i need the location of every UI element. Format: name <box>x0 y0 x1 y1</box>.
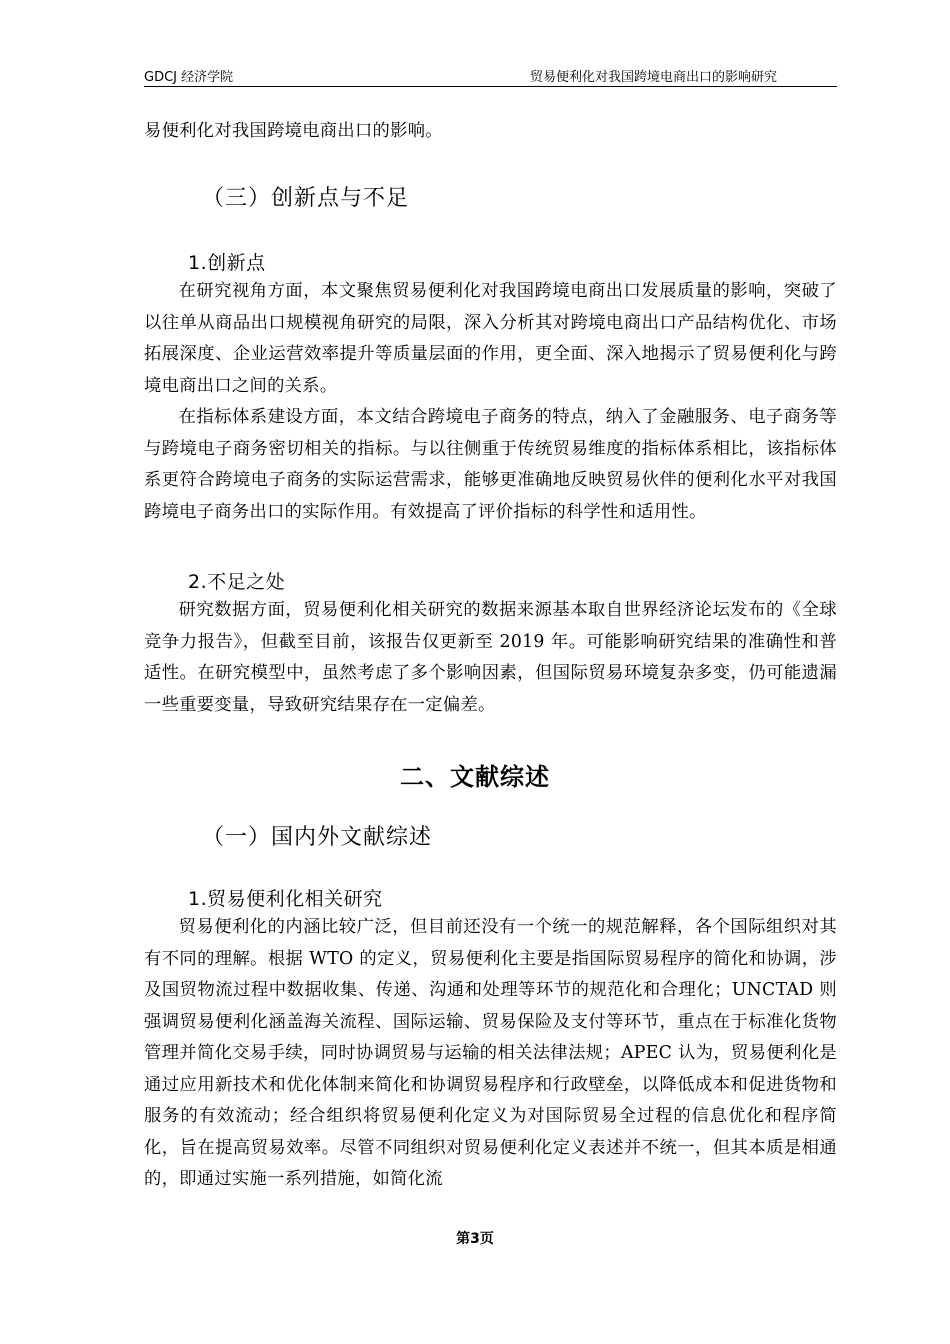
paragraph: 研究数据方面，贸易便利化相关研究的数据来源基本取自世界经济论坛发布的《全球竞争力报告》，但截至目前，该报告仅更新至 2019 年。可能影响研究结果的准确性和普适性。在研究模型中，虽然考虑了多个影响因素，但国际贸易环境复杂多变，仍可能遗漏一些重要变量，导致研究结果存在一定偏差。 <box>144 600 837 715</box>
paragraph: 贸易便利化的内涵比较广泛，但目前还没有一个统一的规范解释，各个国际组织对其有不同的理解。根据 WTO 的定义，贸易便利化主要是指国际贸易程序的简化和协调，涉及国贸物流过程中数据收集、传递、沟通和处理等环节的规范化和合理化；UNCTAD 则强调贸易便利化涵盖海关流程、国际运输、贸易保险及支付等环节，重点在于标准化货物管理并简化交易手续，同时协调贸易与运输的相关法律法规；APEC 认为，贸易便利化是通过应用新技术和优化体制来简化和协调贸易程序和行政壁垒，以降低成本和促进货物和服务的有效流动；经合组织将贸易便利化定义为对国际贸易全过程的信息优化和程序简化，旨在提高贸易效率。尽管不同组织对贸易便利化定义表述并不统一，但其本质是相通的，即通过实施一系列措施，如简化流 <box>144 917 837 1189</box>
page-header <box>144 62 837 87</box>
trade-facilitation-body <box>144 912 837 1196</box>
shortcomings-body <box>144 595 837 721</box>
section-title-innovation: （三）创新点与不足 <box>202 186 410 211</box>
subsection-title-trade-facilitation: 1.贸易便利化相关研究 <box>188 888 383 910</box>
section-title-literature: （一）国内外文献综述 <box>202 825 433 850</box>
intro-continuation <box>144 116 837 148</box>
innovation-points-body <box>144 276 837 528</box>
subsection-title-shortcomings: 2.不足之处 <box>188 571 286 593</box>
header-paper-title: 贸易便利化对我国跨境电商出口的影响研究 <box>529 70 777 85</box>
intro-tail-paragraph: 易便利化对我国跨境电商出口的影响。 <box>144 121 443 141</box>
header-institution: GDCJ 经济学院 <box>144 70 234 85</box>
subsection-title-innovation-points: 1.创新点 <box>188 252 266 274</box>
paragraph: 在研究视角方面，本文聚焦贸易便利化对我国跨境电商出口发展质量的影响，突破了以往单从商品出口规模视角研究的局限，深入分析其对跨境电商出口产品结构优化、市场拓展深度、企业运营效率提升等质量层面的作用，更全面、深入地揭示了贸易便利化与跨境电商出口之间的关系。 <box>144 281 837 396</box>
page-number: 第3页 <box>456 1231 494 1247</box>
chapter-title-literature-review: 二、文献综述 <box>400 763 550 791</box>
paragraph: 在指标体系建设方面，本文结合跨境电子商务的特点，纳入了金融服务、电子商务等与跨境电子商务密切相关的指标。与以往侧重于传统贸易维度的指标体系相比，该指标体系更符合跨境电子商务的实际运营需求，能够更准确地反映贸易伙伴的便利化水平对我国跨境电子商务出口的实际作用。有效提高了评价指标的科学性和适用性。 <box>144 407 837 522</box>
